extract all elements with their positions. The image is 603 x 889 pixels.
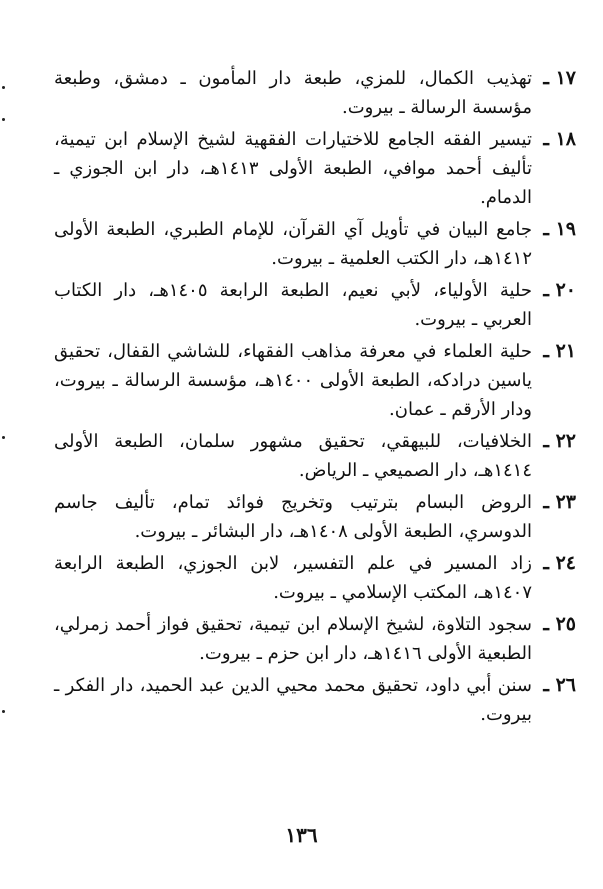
margin-mark	[2, 436, 5, 439]
reference-list	[54, 64, 576, 732]
margin-mark	[2, 86, 5, 89]
reference-item	[54, 64, 576, 122]
reference-item	[54, 215, 576, 273]
reference-number: ٢٦ ـ	[543, 674, 576, 696]
reference-item	[54, 488, 576, 546]
reference-item	[54, 549, 576, 607]
reference-number: ١٧ ـ	[543, 67, 576, 89]
reference-number: ٢٣ ـ	[543, 491, 576, 513]
reference-item	[54, 276, 576, 334]
page-number: ١٣٦	[285, 823, 318, 847]
reference-number: ٢٥ ـ	[543, 613, 576, 635]
reference-text: جامع البيان في تأويل آي القرآن، للإمام الطبري، الطبعة الأولى ١٤١٢هـ، دار الكتب العلمية ـ بيروت.	[54, 219, 532, 269]
reference-text: تيسير الفقه الجامع للاختيارات الفقهية لشيخ الإسلام ابن تيمية، تأليف أحمد موافي، الطبعة الأولى ١٤١٣هـ، دار ابن الجوزي ـ الدمام.	[54, 129, 532, 208]
reference-text: زاد المسير في علم التفسير، لابن الجوزي، الطبعة الرابعة ١٤٠٧هـ، المكتب الإسلامي ـ بيروت.	[54, 553, 532, 603]
reference-item	[54, 427, 576, 485]
reference-number: ١٩ ـ	[543, 218, 576, 240]
margin-mark	[2, 118, 5, 121]
reference-text: حلية الأولياء، لأبي نعيم، الطبعة الرابعة ١٤٠٥هـ، دار الكتاب العربي ـ بيروت.	[54, 280, 533, 330]
reference-number: ٢١ ـ	[543, 340, 576, 362]
reference-text: الروض البسام بترتيب وتخريج فوائد تمام، تأليف جاسم الدوسري، الطبعة الأولى ١٤٠٨هـ، دار البشائر ـ بيروت.	[54, 492, 532, 542]
reference-item	[54, 610, 576, 668]
margin-mark	[2, 710, 5, 713]
reference-text: سنن أبي داود، تحقيق محمد محيي الدين عبد الحميد، دار الفكر ـ بيروت.	[54, 675, 532, 725]
reference-number: ٢٠ ـ	[543, 279, 576, 301]
reference-text: الخلافيات، للبيهقي، تحقيق مشهور سلمان، الطبعة الأولى ١٤١٤هـ، دار الصميعي ـ الرياض.	[54, 431, 532, 481]
reference-item	[54, 337, 576, 424]
reference-text: سجود التلاوة، لشيخ الإسلام ابن تيمية، تحقيق فواز أحمد زمرلي، الطبعية الأولى ١٤١٦هـ، دار ابن حزم ـ بيروت.	[54, 614, 532, 664]
reference-item	[54, 125, 576, 212]
reference-text: حلية العلماء في معرفة مذاهب الفقهاء، للشاشي القفال، تحقيق ياسين درادكه، الطبعة الأولى ١٤٠٠هـ، مؤسسة الرسالة ـ بيروت، ودار الأرقم ـ عمان.	[54, 341, 532, 420]
reference-item	[54, 671, 576, 729]
reference-text: تهذيب الكمال، للمزي، طبعة دار المأمون ـ دمشق، وطبعة مؤسسة الرسالة ـ بيروت.	[54, 68, 532, 118]
reference-number: ٢٤ ـ	[543, 552, 576, 574]
reference-number: ١٨ ـ	[543, 128, 576, 150]
reference-number: ٢٢ ـ	[543, 430, 576, 452]
